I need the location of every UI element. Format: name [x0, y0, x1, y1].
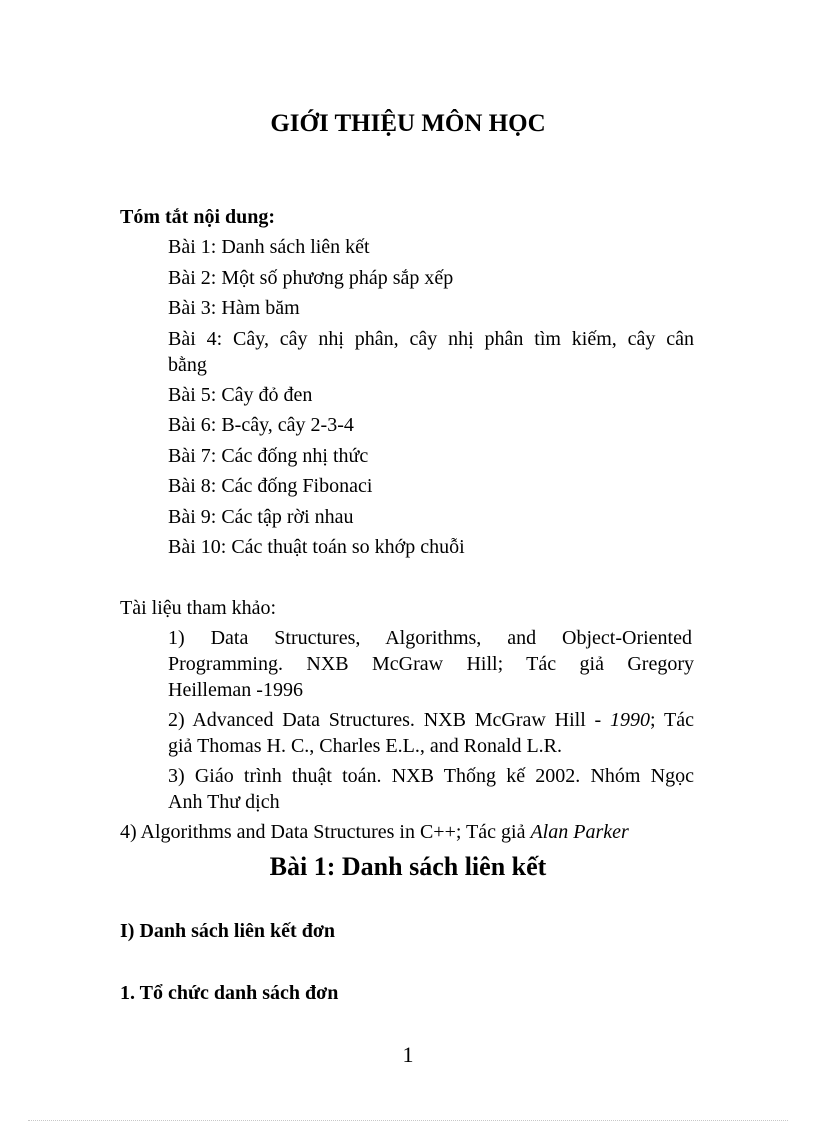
lesson-item-7: Bài 7: Các đống nhị thức	[168, 445, 369, 467]
lesson-item-4-continued: bằng	[168, 354, 207, 376]
lesson-item-4: Bài 4: Cây, cây nhị phân, cây nhị phân tìm kiếm, cây cân	[168, 328, 694, 350]
lesson-item-5: Bài 5: Cây đỏ đen	[168, 384, 313, 406]
reference-2-tail: ; Tác	[650, 709, 695, 731]
page-bottom-divider	[28, 1120, 788, 1121]
references-heading: Tài liệu tham khảo:	[120, 597, 277, 619]
reference-3-line-1: 3) Giáo trình thuật toán. NXB Thống kế 2002. Nhóm Ngọc	[168, 765, 694, 787]
page-number: 1	[402, 1042, 414, 1067]
lesson-item-8: Bài 8: Các đống Fibonaci	[168, 475, 373, 497]
reference-4	[120, 821, 629, 844]
lesson-item-10: Bài 10: Các thuật toán so khớp chuỗi	[168, 536, 465, 558]
reference-1-line-2: Programming. NXB McGraw Hill; Tác giả Gregory	[168, 653, 694, 675]
reference-2-line-1	[168, 709, 694, 732]
lesson-item-9: Bài 9: Các tập rời nhau	[168, 506, 354, 528]
lesson-1-title: Bài 1: Danh sách liên kết	[269, 852, 547, 881]
lesson-item-6: Bài 6: B-cây, cây 2-3-4	[168, 414, 354, 436]
reference-4-author: Alan Parker	[530, 821, 629, 843]
reference-4-text: 4) Algorithms and Data Structures in C++; Tác giả	[120, 821, 531, 843]
summary-heading: Tóm tắt nội dung:	[120, 206, 276, 228]
subsection-heading: 1. Tổ chức danh sách đơn	[120, 982, 339, 1004]
lesson-item-2: Bài 2: Một số phương pháp sắp xếp	[168, 267, 454, 289]
reference-1-line-1: 1) Data Structures, Algorithms, and Object-Oriented	[168, 627, 692, 649]
section-heading: I) Danh sách liên kết đơn	[120, 920, 336, 942]
reference-2-year: 1990	[610, 709, 651, 731]
reference-1-line-3: Heilleman -1996	[168, 679, 303, 701]
reference-2-line-2: giả Thomas H. C., Charles E.L., and Ronald L.R.	[168, 735, 563, 757]
lesson-item-3: Bài 3: Hàm băm	[168, 297, 300, 319]
lesson-item-1: Bài 1: Danh sách liên kết	[168, 236, 370, 258]
document-title: GIỚI THIỆU MÔN HỌC	[270, 110, 546, 137]
reference-2-text: 2) Advanced Data Structures. NXB McGraw Hill -	[168, 709, 611, 731]
reference-3-line-2: Anh Thư dịch	[168, 791, 280, 813]
